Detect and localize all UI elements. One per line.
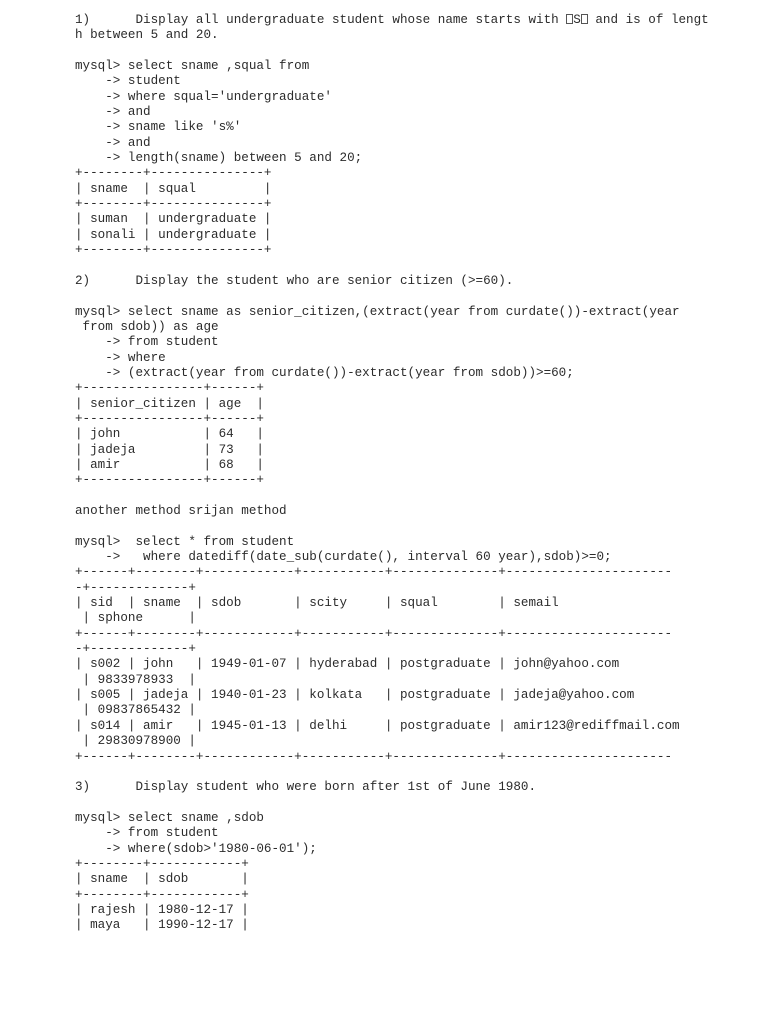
q2-query-line: -> from student <box>75 335 219 350</box>
q2-table-row: | amir | 68 | <box>75 457 264 472</box>
q1-heading-text-end: and is of lengt <box>587 13 709 27</box>
alt-heading: another method srijan method <box>75 504 287 518</box>
q3-table-header: | sname | sdob | <box>75 872 249 887</box>
q2-heading: 2) Display the student who are senior citizen (>=60). <box>75 273 514 288</box>
alt-table-row: | s014 | amir | 1945-01-13 | delhi | postgraduate | amir123@rediffmail.com <box>75 718 680 733</box>
blank-line <box>75 519 755 534</box>
document-page <box>75 13 755 934</box>
blank-line <box>75 44 755 59</box>
q1-table-header: | sname | squal | <box>75 181 272 196</box>
alt-table-border-wrap: -+-------------+ <box>75 642 196 657</box>
q2-query-line: -> (extract(year from curdate())-extract(year from sdob))>=60; <box>75 365 574 380</box>
blank-line <box>75 259 755 274</box>
q1-table-border: +--------+---------------+ <box>75 166 272 181</box>
alt-table-border: +------+--------+------------+-----------+--------------+---------------------- <box>75 565 673 580</box>
alt-table-border: +------+--------+------------+-----------+--------------+---------------------- <box>75 626 673 641</box>
q1-query-line: -> and <box>75 105 151 120</box>
alt-table-row: | s005 | jadeja | 1940-01-23 | kolkata | postgraduate | jadeja@yahoo.com <box>75 688 635 703</box>
alt-table-border-wrap: -+-------------+ <box>75 580 196 595</box>
alt-query-line: mysql> select * from student <box>75 534 295 549</box>
q1-table-row: | suman | undergraduate | <box>75 212 272 227</box>
alt-table-border: +------+--------+------------+-----------+--------------+---------------------- <box>75 749 673 764</box>
q2-table-header: | senior_citizen | age | <box>75 396 264 411</box>
alt-table-header: | sid | sname | sdob | scity | squal | semail <box>75 596 559 611</box>
q1-query-line: -> and <box>75 135 151 150</box>
q2-table-border: +----------------+------+ <box>75 473 264 488</box>
q1-table-row: | sonali | undergraduate | <box>75 227 272 242</box>
q1-heading-wrap: h between 5 and 20. <box>75 28 219 43</box>
alt-table-row-wrap: | 29830978900 | <box>75 734 196 749</box>
q3-table-row: | rajesh | 1980-12-17 | <box>75 902 249 917</box>
q1-query-line: mysql> select sname ,squal from <box>75 59 310 74</box>
q2-table-border: +----------------+------+ <box>75 381 264 396</box>
alt-table-row: | s002 | john | 1949-01-07 | hyderabad | postgraduate | john@yahoo.com <box>75 657 620 672</box>
q3-query-line: -> where(sdob>'1980-06-01'); <box>75 841 317 856</box>
q3-table-row: | maya | 1990-12-17 | <box>75 918 249 933</box>
q1-heading-letter: S <box>573 13 581 27</box>
alt-table-row-wrap: | 09837865432 | <box>75 703 196 718</box>
blank-line <box>75 489 755 504</box>
q1-query-line: -> sname like 's%' <box>75 120 242 135</box>
q1-heading-text: 1) Display all undergraduate student whose name starts with <box>75 13 567 27</box>
q2-query-line: from sdob)) as age <box>75 319 219 334</box>
alt-query-line: -> where datediff(date_sub(curdate(), interval 60 year),sdob)>=0; <box>75 550 612 565</box>
blank-line <box>75 289 755 304</box>
q1-table-border: +--------+---------------+ <box>75 197 272 212</box>
q1-query-line: -> where squal='undergraduate' <box>75 89 332 104</box>
q1-query-line: -> length(sname) between 5 and 20; <box>75 151 363 166</box>
q3-table-border: +--------+------------+ <box>75 856 249 871</box>
alt-table-row-wrap: | 9833978933 | <box>75 672 196 687</box>
q3-query-line: mysql> select sname ,sdob <box>75 810 264 825</box>
q2-query-line: mysql> select sname as senior_citizen,(extract(year from curdate())-extract(year <box>75 304 680 319</box>
blank-line <box>75 765 755 780</box>
q3-query-line: -> from student <box>75 826 219 841</box>
q3-heading: 3) Display student who were born after 1st of June 1980. <box>75 780 537 795</box>
alt-table-header-wrap: | sphone | <box>75 611 196 626</box>
q2-table-border: +----------------+------+ <box>75 411 264 426</box>
q2-query-line: -> where <box>75 350 166 365</box>
q1-heading <box>75 13 755 28</box>
q2-table-row: | john | 64 | <box>75 427 264 442</box>
blank-line <box>75 796 755 811</box>
q2-table-row: | jadeja | 73 | <box>75 442 264 457</box>
q1-query-line: -> student <box>75 74 181 89</box>
missing-glyph-box-icon <box>581 14 588 24</box>
q1-table-border: +--------+---------------+ <box>75 243 272 258</box>
q3-table-border: +--------+------------+ <box>75 887 249 902</box>
